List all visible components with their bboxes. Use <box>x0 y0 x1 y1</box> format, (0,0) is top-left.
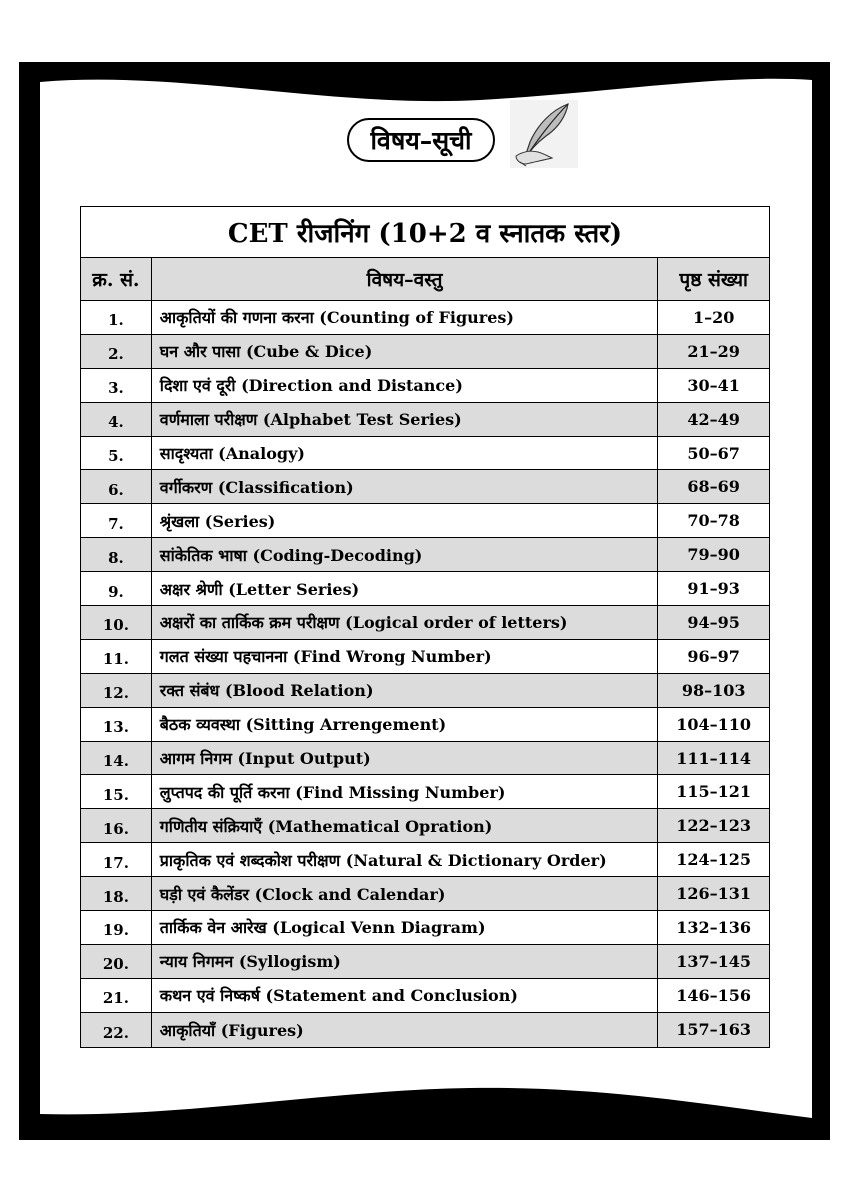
row-page-range: 146–156 <box>676 985 752 1005</box>
row-serial-number: 12. <box>81 674 152 707</box>
table-row <box>81 979 769 1013</box>
row-serial-number: 3. <box>81 369 152 402</box>
row-topic: श्रृंखला (Series) <box>152 504 659 537</box>
table-row <box>81 572 769 606</box>
row-topic: आगम निगम (Input Output) <box>152 742 659 775</box>
row-topic: तार्किक वेन आरेख (Logical Venn Diagram) <box>152 911 659 944</box>
row-page-range: 132–136 <box>676 917 752 937</box>
table-row <box>81 775 769 809</box>
row-page-range: 21–29 <box>687 341 740 361</box>
row-page-range: 157–163 <box>676 1020 752 1040</box>
row-topic: बैठक व्यवस्था (Sitting Arrengement) <box>152 708 659 741</box>
row-serial-number: 8. <box>81 538 152 571</box>
row-topic: सांकेतिक भाषा (Coding-Decoding) <box>152 538 659 571</box>
row-serial-number: 4. <box>81 403 152 436</box>
row-topic: वर्गीकरण (Classification) <box>152 470 659 503</box>
table-row <box>81 403 769 437</box>
row-page-range: 126–131 <box>676 884 752 904</box>
row-serial-number: 6. <box>81 470 152 503</box>
table-header-row <box>81 258 769 301</box>
row-topic: सादृश्यता (Analogy) <box>152 437 659 470</box>
row-page-range: 1–20 <box>692 307 735 327</box>
row-topic: अक्षरों का तार्किक क्रम परीक्षण (Logical order of letters) <box>152 606 659 639</box>
row-topic: घड़ी एवं कैलेंडर (Clock and Calendar) <box>152 877 659 910</box>
table-row <box>81 538 769 572</box>
header-serial-number: क्र. सं. <box>81 258 152 300</box>
table-row <box>81 369 769 403</box>
row-topic: आकृतियाँ (Figures) <box>152 1013 659 1047</box>
row-page-range: 98–103 <box>681 680 746 700</box>
row-page-range: 42–49 <box>687 409 740 429</box>
row-topic: गणितीय संक्रियाएँ (Mathematical Opration) <box>152 809 659 842</box>
table-row <box>81 640 769 674</box>
table-row <box>81 1013 769 1047</box>
table-row <box>81 911 769 945</box>
row-page-range: 94–95 <box>687 612 740 632</box>
row-topic: रक्त संबंध (Blood Relation) <box>152 674 659 707</box>
table-row <box>81 945 769 979</box>
row-topic: आकृतियों की गणना करना (Counting of Figures) <box>152 301 659 334</box>
row-serial-number: 20. <box>81 945 152 978</box>
row-page-range: 30–41 <box>687 375 740 395</box>
row-page-range: 96–97 <box>687 646 740 666</box>
table-row <box>81 437 769 471</box>
table-row <box>81 606 769 640</box>
row-page-range: 122–123 <box>676 816 752 836</box>
row-topic: घन और पासा (Cube & Dice) <box>152 335 659 368</box>
row-serial-number: 17. <box>81 843 152 876</box>
header-page-numbers: पृष्ठ संख्या <box>679 269 748 291</box>
row-serial-number: 11. <box>81 640 152 673</box>
row-serial-number: 10. <box>81 606 152 639</box>
table-row <box>81 809 769 843</box>
table-row <box>81 504 769 538</box>
row-topic: वर्णमाला परीक्षण (Alphabet Test Series) <box>152 403 659 436</box>
row-topic: न्याय निगमन (Syllogism) <box>152 945 659 978</box>
row-serial-number: 22. <box>81 1013 152 1047</box>
row-topic: दिशा एवं दूरी (Direction and Distance) <box>152 369 659 402</box>
header-topic: विषय–वस्तु <box>152 258 659 300</box>
contents-heading: विषय–सूची <box>347 118 495 162</box>
table-row <box>81 843 769 877</box>
table-row <box>81 877 769 911</box>
row-page-range: 91–93 <box>687 579 740 599</box>
row-page-range: 137–145 <box>676 951 752 971</box>
row-topic: लुप्तपद की पूर्ति करना (Find Missing Number) <box>152 775 659 808</box>
row-serial-number: 1. <box>81 301 152 334</box>
row-page-range: 111–114 <box>676 748 752 768</box>
row-serial-number: 7. <box>81 504 152 537</box>
row-page-range: 79–90 <box>687 545 740 565</box>
row-page-range: 115–121 <box>676 782 752 802</box>
table-body <box>81 301 769 1047</box>
table-row <box>81 742 769 776</box>
row-serial-number: 2. <box>81 335 152 368</box>
row-serial-number: 16. <box>81 809 152 842</box>
row-page-range: 50–67 <box>687 443 740 463</box>
quill-pen-icon <box>508 98 580 170</box>
row-serial-number: 13. <box>81 708 152 741</box>
row-page-range: 70–78 <box>687 511 740 531</box>
table-title: CET रीजनिंग (10+2 व स्नातक स्तर) <box>81 207 769 258</box>
table-row <box>81 335 769 369</box>
row-page-range: 68–69 <box>687 477 740 497</box>
row-serial-number: 19. <box>81 911 152 944</box>
row-serial-number: 18. <box>81 877 152 910</box>
row-serial-number: 5. <box>81 437 152 470</box>
row-serial-number: 21. <box>81 979 152 1012</box>
row-page-range: 124–125 <box>676 850 752 870</box>
table-row <box>81 708 769 742</box>
table-row <box>81 301 769 335</box>
row-topic: गलत संख्या पहचानना (Find Wrong Number) <box>152 640 659 673</box>
row-page-range: 104–110 <box>676 714 752 734</box>
row-serial-number: 15. <box>81 775 152 808</box>
row-topic: अक्षर श्रेणी (Letter Series) <box>152 572 659 605</box>
contents-table <box>80 206 770 1048</box>
row-topic: कथन एवं निष्कर्ष (Statement and Conclusion) <box>152 979 659 1012</box>
row-serial-number: 9. <box>81 572 152 605</box>
table-row <box>81 470 769 504</box>
table-row <box>81 674 769 708</box>
row-topic: प्राकृतिक एवं शब्दकोश परीक्षण (Natural & Dictionary Order) <box>152 843 659 876</box>
row-serial-number: 14. <box>81 742 152 775</box>
